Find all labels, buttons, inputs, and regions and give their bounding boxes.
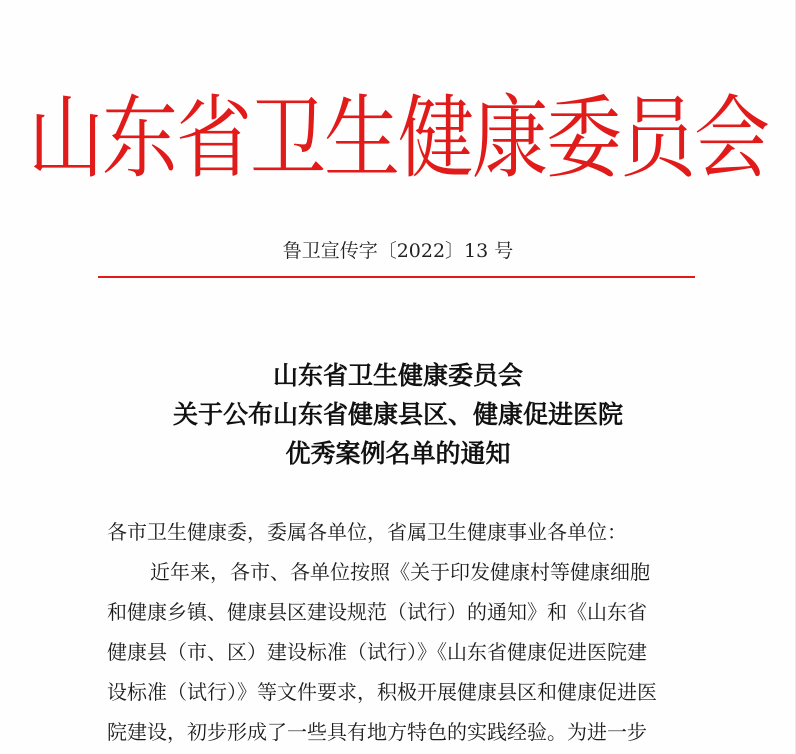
notice-title-line: 关于公布山东省健康县区、健康促进医院 — [172, 400, 623, 429]
notice-title — [0, 356, 796, 473]
body-line: 设标准（试行）》等文件要求，积极开展健康县区和健康促进医 — [107, 680, 657, 704]
body-text — [107, 512, 707, 752]
body-line: 院建设，初步形成了一些具有地方特色的实践经验。为进一步 — [107, 720, 647, 744]
salutation: 各市卫生健康委，委属各单位，省属卫生健康事业各单位： — [107, 520, 627, 544]
masthead-title: 山东省卫生健康委员会 — [28, 84, 768, 190]
body-line: 健康县（市、区）建设标准（试行）》《山东省健康促进医院建 — [107, 640, 647, 664]
notice-title-line: 山东省卫生健康委员会 — [272, 361, 523, 390]
document-number: 鲁卫宣传字〔2022〕13 号 — [282, 240, 514, 262]
body-line: 近年来，各市、各单位按照《关于印发健康村等健康细胞 — [150, 560, 650, 584]
body-line: 和健康乡镇、健康县区建设规范（试行）的通知》和《山东省 — [107, 600, 647, 624]
red-divider-line — [98, 276, 695, 278]
notice-title-line: 优秀案例名单的通知 — [285, 439, 511, 468]
